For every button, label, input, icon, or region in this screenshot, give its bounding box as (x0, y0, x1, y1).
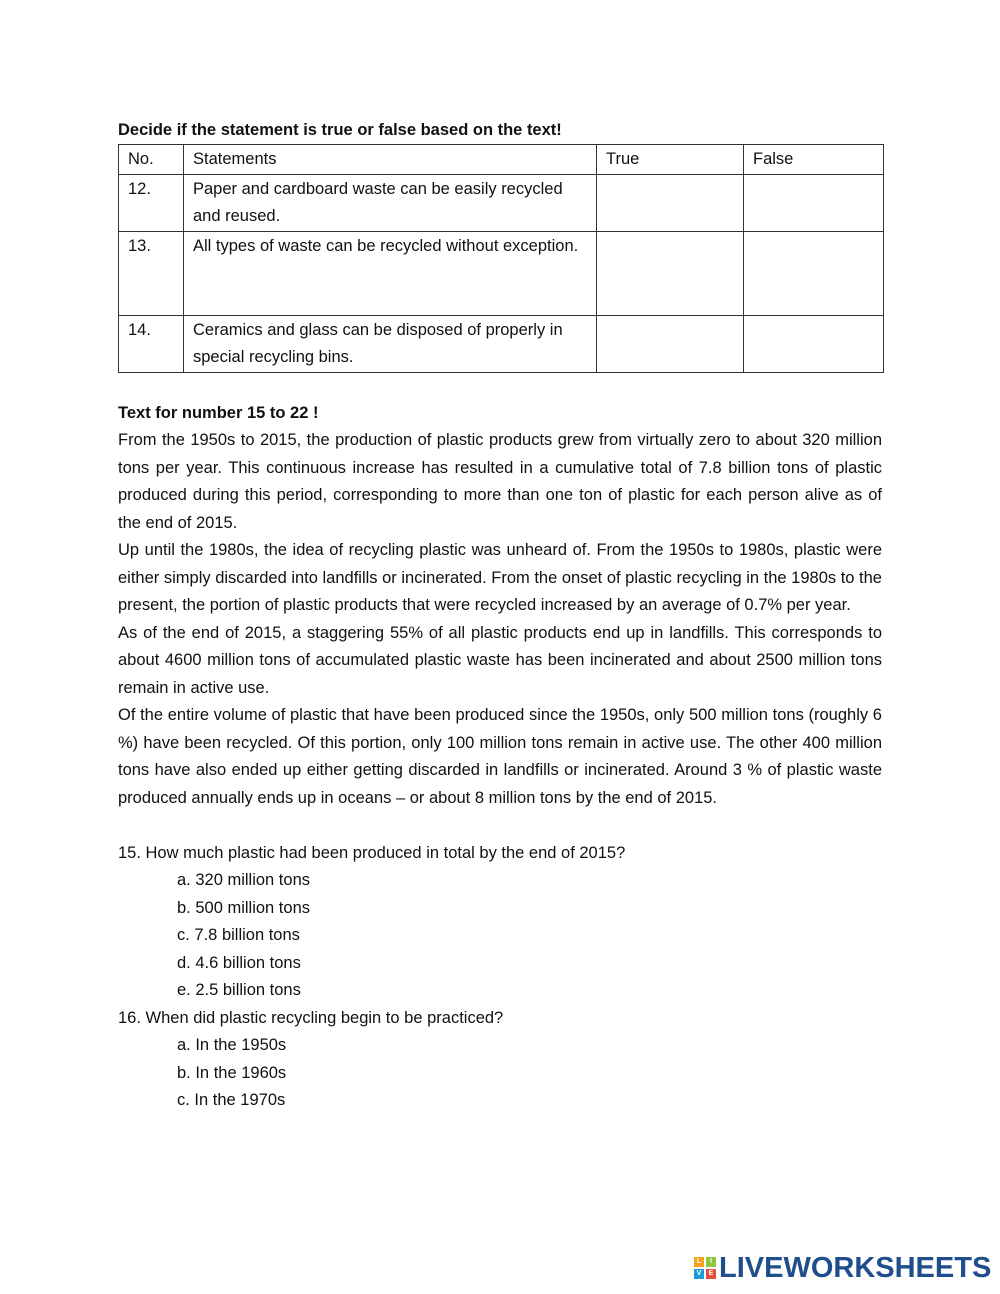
liveworksheets-logo (694, 1253, 991, 1283)
logo-block: L (694, 1257, 704, 1267)
row-number: 14. (119, 315, 184, 372)
row-statement: Ceramics and glass can be disposed of properly in special recycling bins. (184, 315, 597, 372)
false-answer-cell[interactable] (744, 231, 884, 315)
row-number: 12. (119, 174, 184, 231)
row-statement: All types of waste can be recycled without exception. (184, 231, 597, 315)
reading-paragraph-3: As of the end of 2015, a staggering 55% of all plastic products end up in landfills. This corresponds to about 4600 million tons of accumulated plastic waste has been incinerated and about 2500 million tons remain in active use. (118, 623, 882, 697)
true-answer-cell[interactable] (597, 315, 744, 372)
column-header-statements: Statements (184, 145, 597, 175)
true-answer-cell[interactable] (597, 174, 744, 231)
question-16: 16. When did plastic recycling begin to be practiced? (118, 1008, 504, 1027)
logo-block: V (694, 1269, 704, 1279)
table-row (119, 231, 884, 315)
reading-paragraph-4: Of the entire volume of plastic that have been produced since the 1950s, only 500 million tons (roughly 6 %) have been recycled. Of this portion, only 100 million tons remain in active use. The other 400 million tons have also ended up either getting discarded in landfills or incinerated. Around 3 % of plastic waste produced annually ends up in oceans – or about 8 million tons by the end of 2015. (118, 706, 882, 807)
option-15d[interactable]: d. 4.6 billion tons (177, 953, 301, 972)
logo-blocks-icon (694, 1257, 716, 1279)
column-header-no: No. (119, 145, 184, 175)
true-false-table (118, 144, 884, 373)
column-header-false: False (744, 145, 884, 175)
false-answer-cell[interactable] (744, 174, 884, 231)
row-statement: Paper and cardboard waste can be easily recycled and reused. (184, 174, 597, 231)
option-15b[interactable]: b. 500 million tons (177, 898, 310, 917)
spacer (118, 812, 882, 840)
worksheet-page (118, 117, 882, 1115)
option-16a[interactable]: a. In the 1950s (177, 1036, 287, 1054)
logo-block: I (706, 1257, 716, 1267)
row-number: 13. (119, 231, 184, 315)
table-row (119, 174, 884, 231)
true-answer-cell[interactable] (597, 231, 744, 315)
reading-text-title: Text for number 15 to 22 ! (118, 403, 319, 422)
option-15e[interactable]: e. 2.5 billion tons (177, 981, 301, 999)
option-15a[interactable]: a. 320 million tons (177, 871, 310, 889)
reading-paragraph-2: Up until the 1980s, the idea of recycling plastic was unheard of. From the 1950s to 1980s, plastic were either simply discarded into landfills or incinerated. From the onset of plastic recycling in the 1980s to the present, the portion of plastic products that were recycled increased by an average of 0.7% per year. (118, 541, 882, 614)
logo-text: LIVEWORKSHEETS (719, 1252, 992, 1284)
table-row (119, 315, 884, 372)
option-16b[interactable]: b. In the 1960s (177, 1063, 287, 1082)
table-heading: Decide if the statement is true or false based on the text! (118, 121, 562, 139)
logo-block: E (706, 1269, 716, 1279)
reading-paragraph-1: From the 1950s to 2015, the production of plastic products grew from virtually zero to about 320 million tons per year. This continuous increase has resulted in a cumulative total of 7.8 billion tons of plastic produced during this period, corresponding to more than one ton of plastic for each person alive as of the end of 2015. (118, 431, 882, 532)
option-15c[interactable]: c. 7.8 billion tons (177, 926, 300, 944)
table-header-row (119, 145, 884, 175)
option-16c[interactable]: c. In the 1970s (177, 1091, 286, 1109)
false-answer-cell[interactable] (744, 315, 884, 372)
question-15: 15. How much plastic had been produced in total by the end of 2015? (118, 843, 626, 862)
column-header-true: True (597, 145, 744, 175)
